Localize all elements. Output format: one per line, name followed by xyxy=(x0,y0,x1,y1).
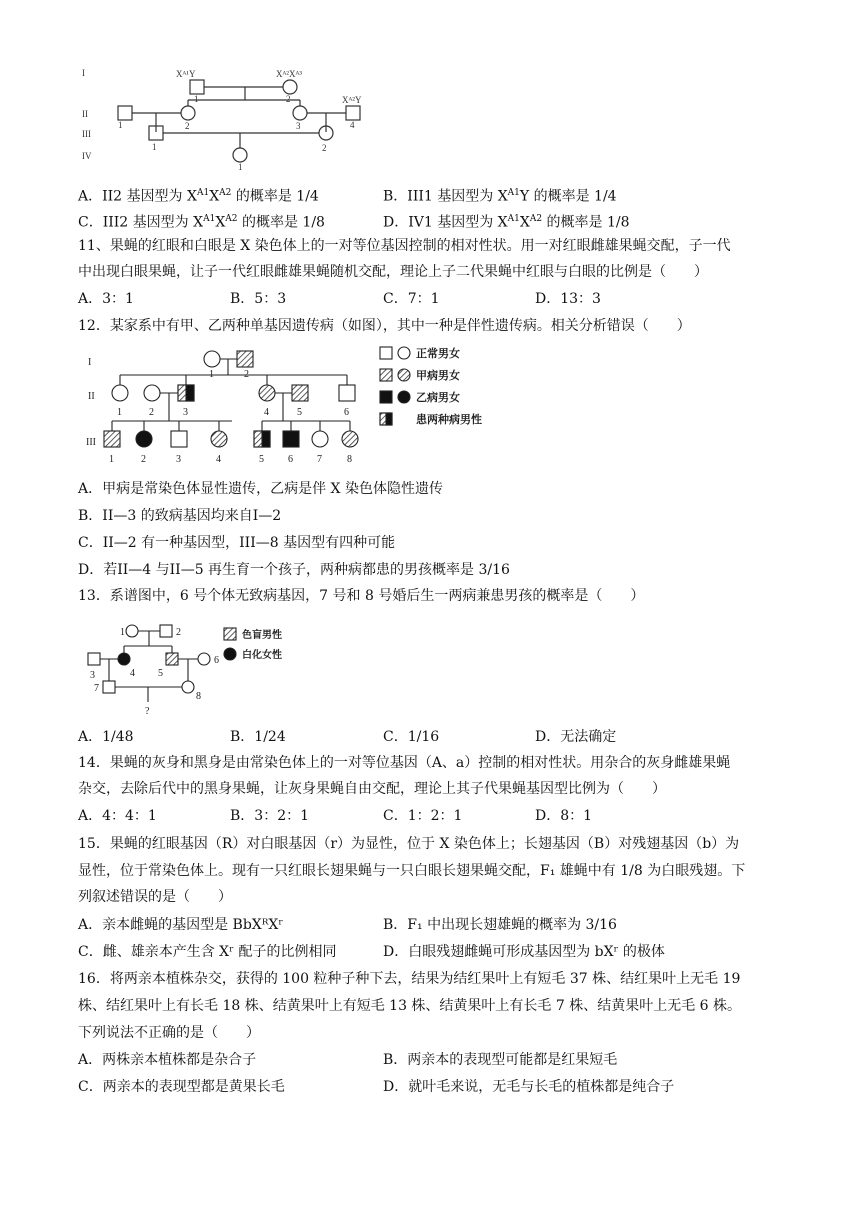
q14-stem-line1: 14．果蝇的灰身和黑身是由常染色体上的一对等位基因（A、a）控制的相对性状。用杂合的灰身雌雄果蝇 xyxy=(78,755,731,771)
pedigree-figure-3 xyxy=(84,618,324,718)
individual-number: 8 xyxy=(347,454,352,465)
individual-number: 1 xyxy=(118,120,123,130)
q14-option-b[interactable]: B．3：2：1 xyxy=(230,808,310,824)
q14-option-d[interactable]: D．8：1 xyxy=(535,808,593,824)
q10-option-c[interactable]: C．III2 基因型为 $X^{A1}X^{A2}$ 的概率是 1/8 xyxy=(78,214,325,231)
gen-label: III xyxy=(82,129,91,139)
q13-option-c[interactable]: C．1/16 xyxy=(383,729,440,745)
individual-number: 1 xyxy=(152,142,157,152)
individual-number: 4 xyxy=(216,454,221,465)
gen-label: I xyxy=(88,357,92,368)
q14-option-c[interactable]: C．1：2：1 xyxy=(383,808,463,824)
gen-label: II xyxy=(88,391,95,402)
individual-number: 2 xyxy=(322,143,327,153)
q15-stem-line2: 显性，位于常染色体上。现有一只红眼长翅果蝇与一只白眼长翅果蝇交配，F₁ 雄蝇中有 1/8 为白眼残翅。下 xyxy=(78,863,746,879)
genotype-label: Xᴬ¹Y xyxy=(176,69,196,79)
individual-number: 1 xyxy=(109,454,114,465)
individual-number: 2 xyxy=(244,369,249,380)
q11-stem-line2: 中出现白眼果蝇，让子一代红眼雌雄果蝇随机交配，理论上子二代果蝇中红眼与白眼的比例是（ ） xyxy=(78,264,708,280)
q11-stem-line1: 11、果蝇的红眼和白眼是 X 染色体上的一对等位基因控制的相对性状。用一对红眼雌雄果蝇交配，子一代 xyxy=(78,238,731,254)
legend-both-diseases: 患两种病男性 xyxy=(416,414,482,426)
q12-option-d[interactable]: D．若II—4 与II—5 再生育一个孩子，两种病都患的男孩概率是 3/16 xyxy=(78,562,510,578)
gen-label: III xyxy=(86,437,96,448)
individual-number: 3 xyxy=(296,121,301,131)
q16-option-d[interactable]: D．就叶毛来说，无毛与长毛的植株都是纯合子 xyxy=(383,1079,675,1095)
q11-option-b[interactable]: B．5：3 xyxy=(230,291,287,307)
q16-option-b[interactable]: B．两亲本的表现型可能都是红果短毛 xyxy=(383,1052,618,1068)
q14-option-a[interactable]: A．4：4：1 xyxy=(78,808,157,824)
individual-number: 5 xyxy=(297,407,302,418)
individual-number: 6 xyxy=(344,407,349,418)
individual-number: 2 xyxy=(141,454,146,465)
individual-number: 3 xyxy=(90,670,95,681)
individual-number: 7 xyxy=(94,683,99,694)
q15-option-c[interactable]: C．雌、雄亲本产生含 Xʳ 配子的比例相同 xyxy=(78,944,337,960)
q16-stem-line3: 下列说法不正确的是（ ） xyxy=(78,1025,260,1041)
legend-normal: 正常男女 xyxy=(416,348,460,360)
individual-number: 1 xyxy=(209,369,214,380)
q16-stem-line2: 株、结红果叶上有长毛 18 株、结黄果叶上有短毛 13 株、结黄果叶上有长毛 7 株、结黄果叶上无毛 6 株。 xyxy=(78,998,742,1014)
legend-albino-female: 白化女性 xyxy=(242,650,282,661)
individual-number: 1 xyxy=(117,407,122,418)
individual-number: 6 xyxy=(288,454,293,465)
q10-option-a[interactable]: A．II2 基因型为 $X^{A1}X^{A2}$ 的概率是 1/4 xyxy=(78,188,319,205)
q13-option-d[interactable]: D．无法确定 xyxy=(535,729,617,745)
legend-disease-a: 甲病男女 xyxy=(416,370,460,382)
q16-option-c[interactable]: C．两亲本的表现型都是黄果长毛 xyxy=(78,1079,285,1095)
q10-option-d[interactable]: D．IV1 基因型为 $X^{A1}X^{A2}$ 的概率是 1/8 xyxy=(383,214,630,231)
q12-option-b[interactable]: B．II—3 的致病基因均来自I—2 xyxy=(78,508,282,524)
q16-stem-line1: 16．将两亲本植株杂交，获得的 100 粒种子种下去，结果为结红果叶上有短毛 37 株、结红果叶上无毛 19 xyxy=(78,971,741,987)
legend-disease-b: 乙病男女 xyxy=(416,392,460,404)
individual-number: 2 xyxy=(176,627,181,638)
unknown-offspring: ? xyxy=(145,706,150,717)
individual-number: 5 xyxy=(158,668,163,679)
individual-number: 4 xyxy=(264,407,269,418)
q10-option-b[interactable]: B．III1 基因型为 $X^{A1}Y$ 的概率是 1/4 xyxy=(383,188,617,205)
individual-number: 2 xyxy=(149,407,154,418)
q13-option-a[interactable]: A．1/48 xyxy=(78,729,134,745)
individual-number: 5 xyxy=(259,454,264,465)
individual-number: 4 xyxy=(350,120,355,130)
individual-number: 1 xyxy=(194,94,199,104)
q15-option-d[interactable]: D．白眼残翅雌蝇可形成基因型为 bXʳ 的极体 xyxy=(383,944,665,960)
gen-label: II xyxy=(82,109,88,119)
legend-colorblind-male: 色盲男性 xyxy=(242,630,282,641)
pedigree-figure-1 xyxy=(80,66,410,172)
q13-option-b[interactable]: B．1/24 xyxy=(230,729,286,745)
individual-number: 1 xyxy=(120,627,125,638)
individual-number: 8 xyxy=(196,691,201,702)
individual-number: 2 xyxy=(185,121,190,131)
q15-stem-line3: 列叙述错误的是（ ） xyxy=(78,889,232,905)
individual-number: 3 xyxy=(176,454,181,465)
individual-number: 4 xyxy=(130,668,135,679)
q11-option-a[interactable]: A．3：1 xyxy=(78,291,134,307)
q12-stem: 12．某家系中有甲、乙两种单基因遗传病（如图），其中一种是伴性遗传病。相关分析错误（ ） xyxy=(78,318,691,334)
individual-number: 2 xyxy=(286,94,291,104)
individual-number: 6 xyxy=(214,655,219,666)
q13-stem: 13．系谱图中，6 号个体无致病基因，7 号和 8 号婚后生一两病兼患男孩的概率是（ ） xyxy=(78,588,645,604)
q15-option-b[interactable]: B．F₁ 中出现长翅雄蝇的概率为 3/16 xyxy=(383,917,617,933)
q11-option-c[interactable]: C．7：1 xyxy=(383,291,440,307)
genotype-label: Xᴬ²Xᴬ³ xyxy=(276,69,302,79)
q15-stem-line1: 15．果蝇的红眼基因（R）对白眼基因（r）为显性，位于 X 染色体上；长翅基因（B）对残翅基因（b）为 xyxy=(78,836,740,852)
pedigree-figure-2 xyxy=(82,345,522,470)
q11-option-d[interactable]: D．13：3 xyxy=(535,291,601,307)
q16-option-a[interactable]: A．两株亲本植株都是杂合子 xyxy=(78,1052,257,1068)
gen-label: IV xyxy=(82,151,92,161)
q15-option-a[interactable]: A．亲本雌蝇的基因型是 BbXᴿXʳ xyxy=(78,917,284,933)
genotype-label: Xᴬ²Y xyxy=(342,95,362,105)
q12-option-c[interactable]: C．II—2 有一种基因型，III—8 基因型有四种可能 xyxy=(78,535,396,551)
individual-number: 1 xyxy=(238,162,243,172)
q14-stem-line2: 杂交，去除后代中的黑身果蝇，让灰身果蝇自由交配，理论上其子代果蝇基因型比例为（ ） xyxy=(78,781,666,797)
gen-label: I xyxy=(82,68,85,78)
individual-number: 3 xyxy=(183,407,188,418)
q12-option-a[interactable]: A．甲病是常染色体显性遗传，乙病是伴 X 染色体隐性遗传 xyxy=(78,481,443,497)
individual-number: 7 xyxy=(317,454,322,465)
